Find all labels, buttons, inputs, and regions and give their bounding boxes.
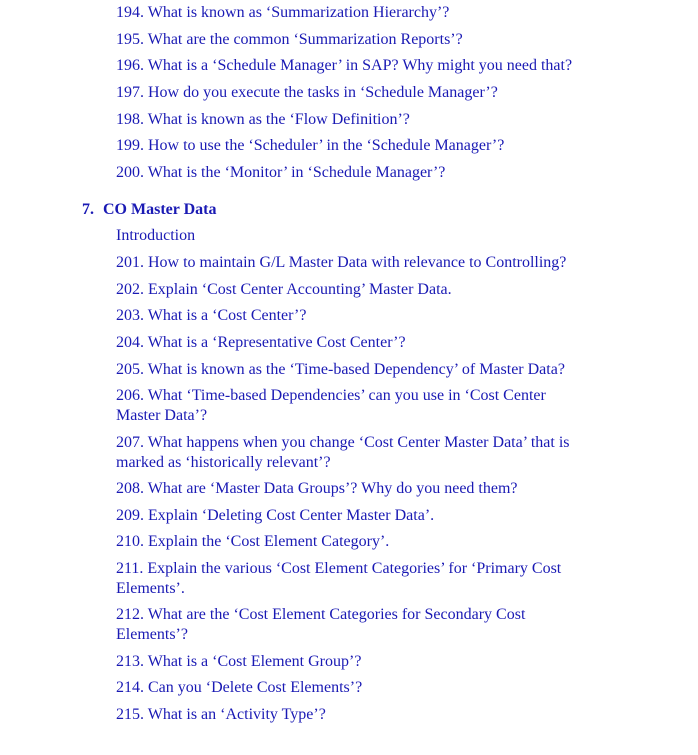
section-intro-link[interactable] [116,226,611,246]
question-text: How to use the ‘Scheduler’ in the ‘Schedule Manager’? [148,137,505,154]
question-number: 200. [116,164,144,181]
question-number: 204. [116,334,144,351]
question-text: What is the ‘Monitor’ in ‘Schedule Manager’? [147,164,446,181]
question-link-210[interactable] [116,532,611,552]
question-link-212[interactable] [116,605,566,645]
question-number: 205. [116,361,144,378]
question-text: What is an ‘Activity Type’? [147,706,326,723]
question-link-201[interactable] [116,253,611,273]
question-number: 195. [116,31,144,48]
question-text: What is a ‘Cost Center’? [147,307,307,324]
question-text: How to maintain G/L Master Data with relevance to Controlling? [148,254,567,271]
question-text: What are the ‘Cost Element Categories for Secondary Cost Elements’? [116,606,526,643]
question-link-195[interactable] [116,30,611,50]
question-text: Explain ‘Cost Center Accounting’ Master Data. [148,281,452,298]
question-text: What ‘Time-based Dependencies’ can you use in ‘Cost Center Master Data’? [116,387,546,424]
question-text: How do you execute the tasks in ‘Schedule Manager’? [148,84,498,101]
question-link-204[interactable] [116,333,611,353]
section-number: 7. [82,201,94,218]
question-number: 210. [116,533,144,550]
question-link-209[interactable] [116,506,611,526]
question-link-196[interactable] [116,56,616,76]
question-link-198[interactable] [116,110,611,130]
question-link-215[interactable] [116,705,611,725]
question-link-208[interactable] [116,479,611,499]
question-link-213[interactable] [116,652,611,672]
question-number: 196. [116,57,144,74]
question-text: What is known as ‘Summarization Hierarchy’? [147,4,450,21]
question-link-206[interactable] [116,386,586,426]
question-number: 208. [116,480,144,497]
question-text: What are the common ‘Summarization Reports’? [147,31,463,48]
question-link-200[interactable] [116,163,611,183]
question-number: 211. [116,560,144,577]
question-link-197[interactable] [116,83,611,103]
question-number: 207. [116,434,144,451]
question-text: What is a ‘Cost Element Group’? [147,653,362,670]
question-link-199[interactable] [116,136,611,156]
question-text: What is known as the ‘Flow Definition’? [147,111,410,128]
question-link-203[interactable] [116,306,611,326]
question-number: 209. [116,507,144,524]
question-link-211[interactable] [116,559,601,599]
question-number: 213. [116,653,144,670]
question-text: What is a ‘Representative Cost Center’? [147,334,406,351]
question-number: 202. [116,281,144,298]
section-title: CO Master Data [103,201,217,218]
question-number: 201. [116,254,144,271]
question-link-207[interactable] [116,433,611,473]
question-text: What is known as the ‘Time-based Dependency’ of Master Data? [147,361,565,378]
question-number: 214. [116,679,144,696]
question-text: What are ‘Master Data Groups’? Why do you need them? [147,480,518,497]
question-text: Explain the various ‘Cost Element Categories’ for ‘Primary Cost Elements’. [116,560,562,597]
question-link-214[interactable] [116,678,611,698]
question-number: 194. [116,4,144,21]
question-text: What is a ‘Schedule Manager’ in SAP? Why might you need that? [147,57,573,74]
section-heading[interactable] [82,200,216,220]
question-text: Explain the ‘Cost Element Category’. [148,533,390,550]
section-intro-text: Introduction [116,227,196,244]
question-number: 198. [116,111,144,128]
question-number: 199. [116,137,144,154]
question-text: Can you ‘Delete Cost Elements’? [148,679,363,696]
question-number: 197. [116,84,144,101]
question-number: 203. [116,307,144,324]
question-number: 212. [116,606,144,623]
question-number: 215. [116,706,144,723]
question-link-202[interactable] [116,280,611,300]
question-text: Explain ‘Deleting Cost Center Master Data’. [148,507,435,524]
question-text: What happens when you change ‘Cost Center Master Data’ that is marked as ‘historically relevant’? [116,434,570,471]
question-link-205[interactable] [116,360,611,380]
question-link-194[interactable] [116,3,611,23]
question-number: 206. [116,387,144,404]
